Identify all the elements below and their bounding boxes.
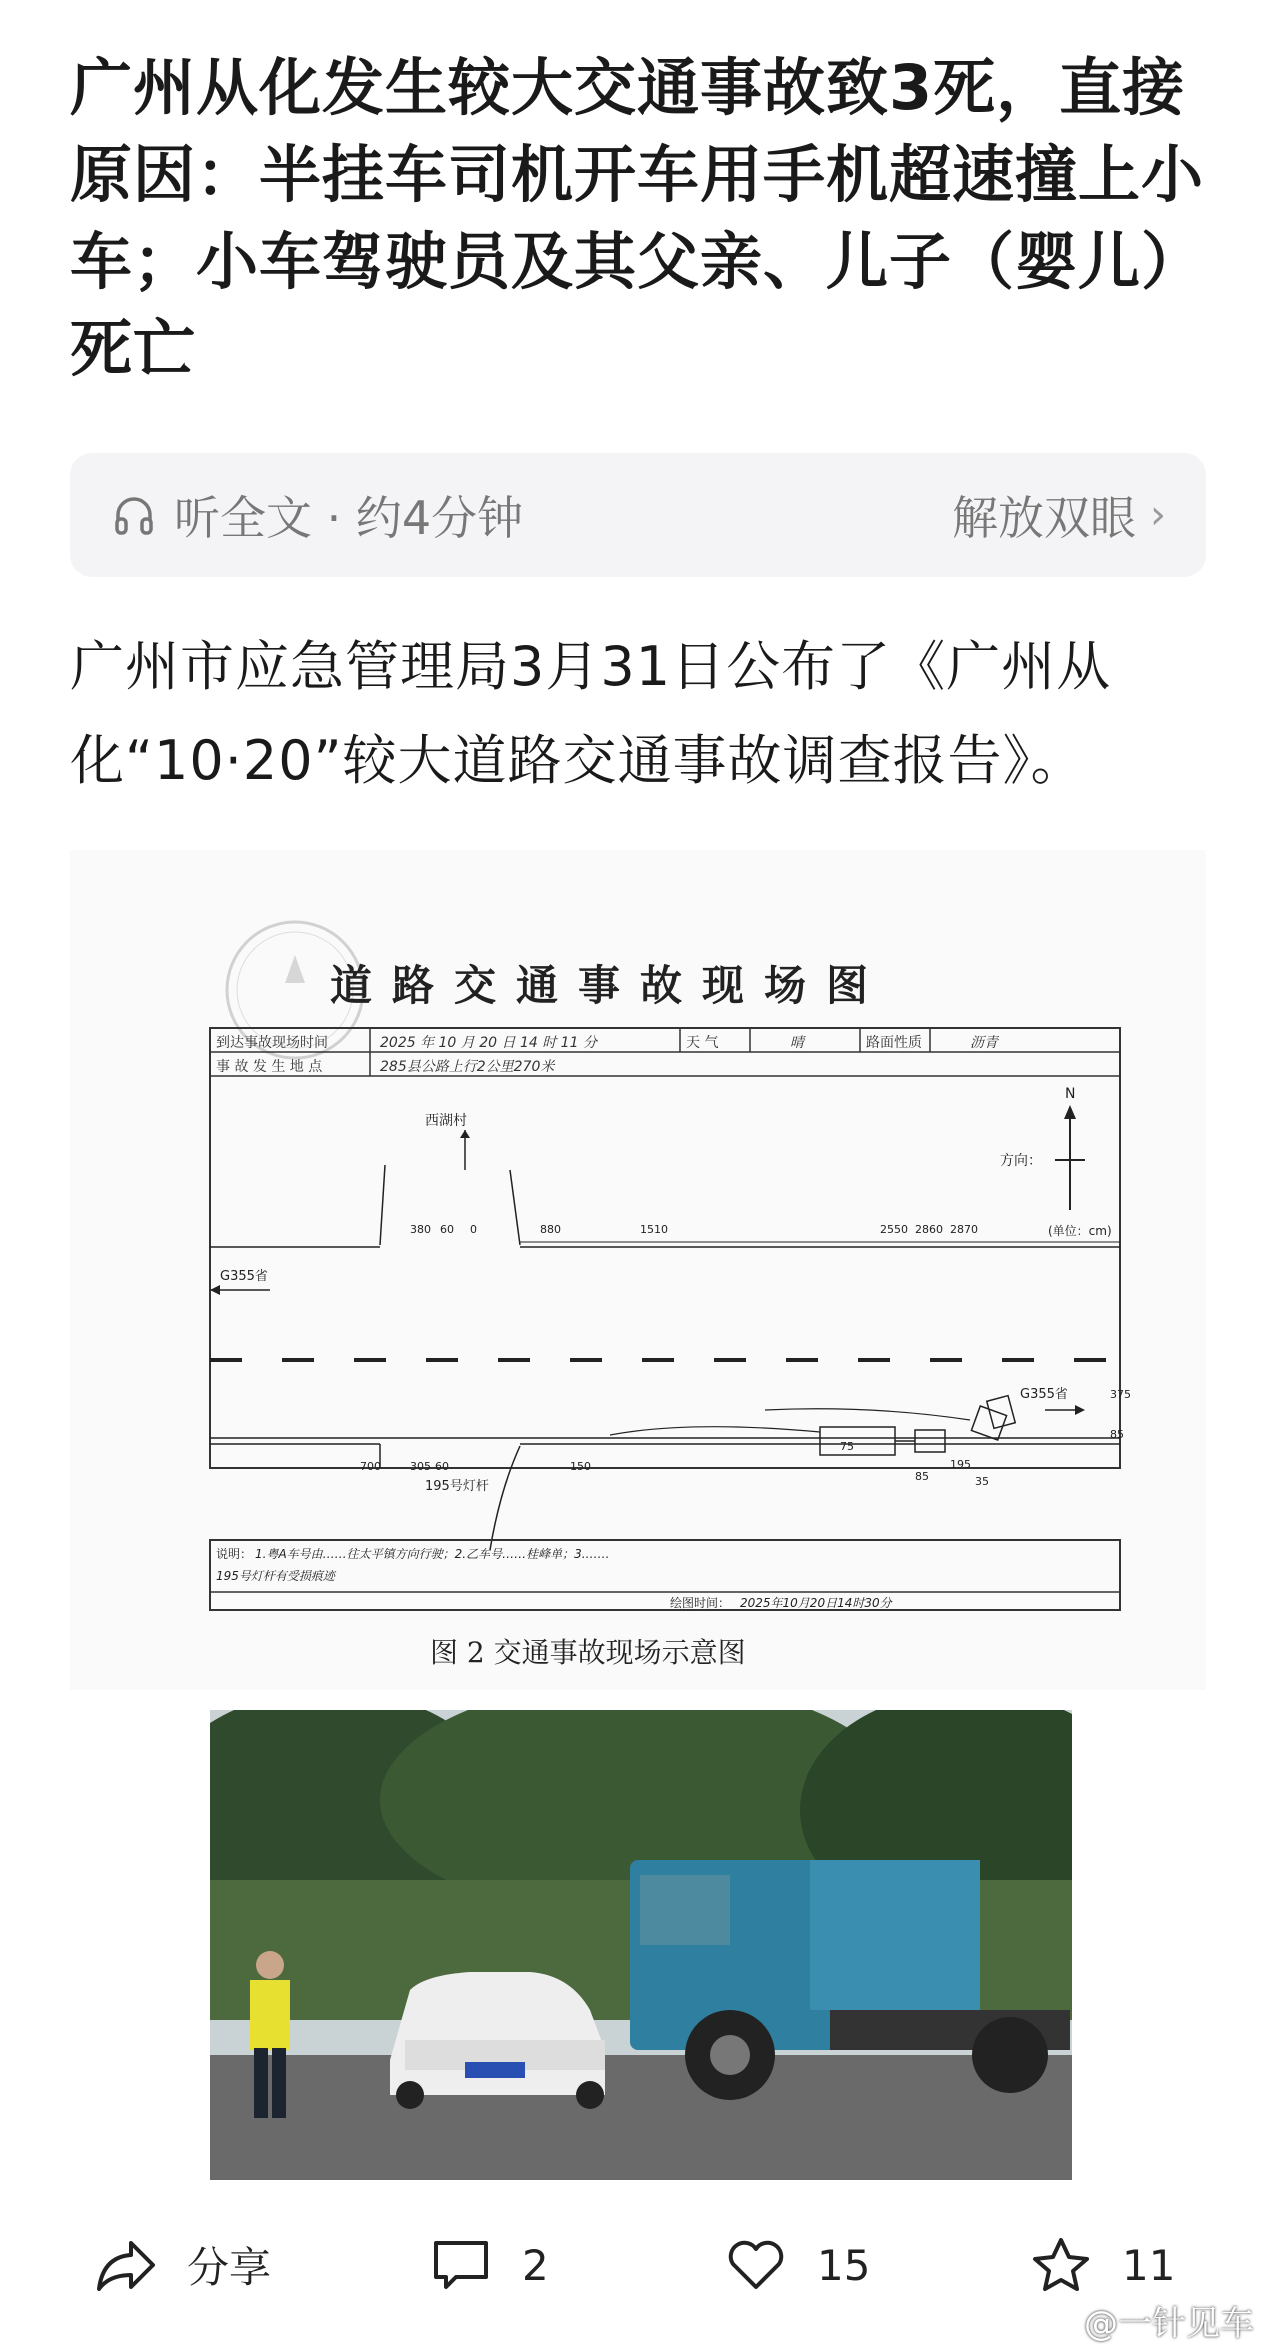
listen-label: 听全文 · 约4分钟 [174, 491, 524, 545]
svg-text:2860: 2860 [915, 1223, 943, 1236]
svg-text:60: 60 [435, 1460, 449, 1473]
like-count: 15 [817, 2240, 871, 2290]
svg-text:700: 700 [360, 1460, 381, 1473]
diagram-caption: 图 2 交通事故现场示意图 [430, 1636, 746, 1669]
pole-label: 195号灯杆 [425, 1479, 489, 1494]
weather-label: 天 气 [686, 1035, 719, 1051]
star-icon [1030, 2236, 1092, 2294]
place-label: 事 故 发 生 地 点 [216, 1059, 323, 1075]
svg-text:0: 0 [470, 1223, 477, 1236]
favorite-count: 11 [1122, 2240, 1176, 2290]
svg-text:380: 380 [410, 1223, 431, 1236]
svg-text:2870: 2870 [950, 1223, 978, 1236]
draw-time-value: 2025年10月20日14时30分 [740, 1596, 892, 1610]
chevron-right-icon: › [1150, 492, 1166, 538]
svg-text:305: 305 [410, 1460, 431, 1473]
share-icon [95, 2237, 157, 2293]
article-body: 广州市应急管理局3月31日公布了《广州从化“10·20”较大道路交通事故调查报告》。 [70, 635, 1112, 792]
listen-full-text-button[interactable] [112, 482, 523, 548]
place-value: 285县公路上行2公里270米 [380, 1059, 555, 1075]
time-value: 2025 年 10 月 20 日 14 时 11 分 [380, 1035, 597, 1051]
note-label: 说明： [216, 1547, 253, 1561]
comment-button[interactable] [430, 2210, 549, 2320]
draw-time-label: 绘图时间： [670, 1596, 731, 1610]
like-button[interactable] [725, 2210, 870, 2320]
comment-icon [430, 2237, 492, 2293]
free-eyes-button[interactable] [952, 482, 1166, 548]
direction-label: 方向： [1000, 1153, 1042, 1169]
watermark-text: @一针见车 [1084, 2304, 1254, 2344]
north-arrow-icon [1055, 1105, 1085, 1210]
svg-text:60: 60 [440, 1223, 454, 1236]
dimension-labels [360, 1223, 1131, 1488]
road-left-label: G355省 [220, 1269, 268, 1284]
svg-text:150: 150 [570, 1460, 591, 1473]
svg-text:880: 880 [540, 1223, 561, 1236]
article-title: 广州从化发生较大交通事故致3死，直接原因：半挂车司机开车用手机超速撞上小车；小车驾驶员及其父亲、儿子（婴儿）死亡 [70, 51, 1205, 385]
heart-icon [725, 2237, 787, 2293]
time-label: 到达事故现场时间 [216, 1035, 328, 1051]
svg-text:35: 35 [975, 1475, 989, 1488]
svg-text:1510: 1510 [640, 1223, 668, 1236]
note-line2: 195号灯杆有受损痕迹 [216, 1569, 335, 1583]
svg-text:375: 375 [1110, 1388, 1131, 1401]
svg-text:2550: 2550 [880, 1223, 908, 1236]
diagram-heading: 道路交通事故现场图 [330, 961, 889, 1010]
village-label: 西湖村 [425, 1113, 467, 1129]
accident-photo[interactable] [210, 1710, 1072, 2180]
note-text: 1.粤A车号由……往太平镇方向行驶；2.乙车号……桂峰单；3.…… [255, 1547, 610, 1561]
svg-text:75: 75 [840, 1440, 854, 1453]
road-right-label: G355省 [1020, 1387, 1068, 1402]
listen-bar[interactable] [70, 453, 1206, 577]
road-value: 沥青 [970, 1035, 998, 1051]
weibo-icon [1038, 2305, 1078, 2337]
share-label: 分享 [187, 2243, 272, 2292]
watermark [1038, 2296, 1254, 2345]
road-label: 路面性质 [866, 1035, 922, 1051]
svg-text:85: 85 [915, 1470, 929, 1483]
share-button[interactable] [95, 2210, 271, 2320]
svg-text:85: 85 [1110, 1428, 1124, 1441]
headphones-icon [112, 493, 156, 537]
north-label: N [1065, 1086, 1076, 1102]
accident-scene-diagram[interactable] [70, 850, 1206, 1690]
free-eyes-label: 解放双眼 [952, 491, 1136, 545]
weather-value: 晴 [790, 1035, 804, 1051]
svg-text:195: 195 [950, 1458, 971, 1471]
comment-count: 2 [522, 2240, 549, 2290]
unit-label: (单位：cm) [1048, 1224, 1112, 1238]
